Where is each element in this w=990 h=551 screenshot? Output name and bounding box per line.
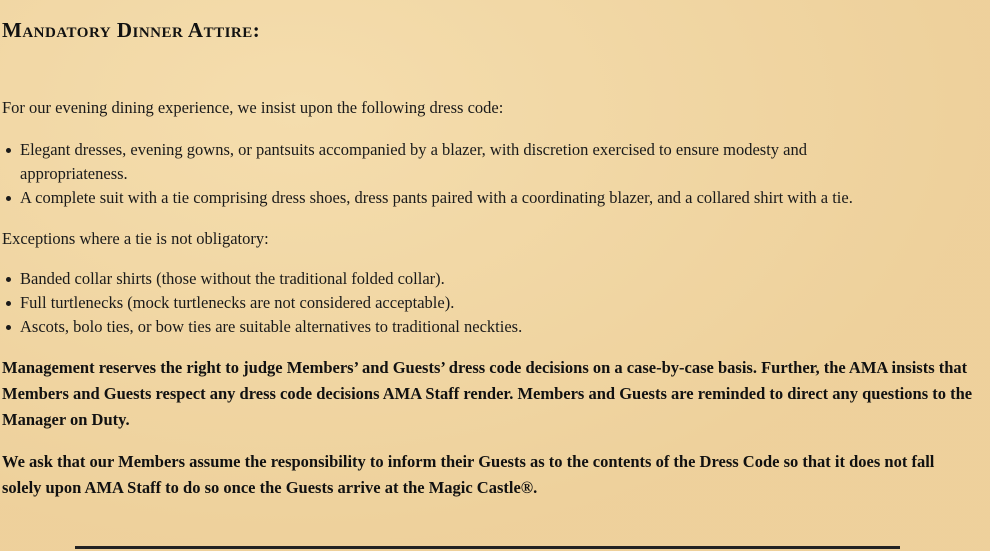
guest-notice: We ask that our Members assume the responsibility to inform their Guests as to the contents of the Dress Code so that it does not fall solely upon AMA Staff to do so once the Guests arrive at the Magic Castle®. [2, 452, 935, 497]
divider [75, 546, 900, 549]
exceptions-list [0, 267, 900, 339]
list-item: A complete suit with a tie comprising dress shoes, dress pants paired with a coordinating blazer, and a collared shirt with a tie. [20, 186, 900, 210]
exceptions-label: Exceptions where a tie is not obligatory: [2, 229, 269, 248]
attire-list [0, 138, 900, 210]
list-item: Ascots, bolo ties, or bow ties are suitable alternatives to traditional neckties. [20, 315, 900, 339]
page-title: Mandatory Dinner Attire: [2, 18, 261, 42]
intro-text: For our evening dining experience, we insist upon the following dress code: [2, 98, 504, 117]
list-item: Banded collar shirts (those without the traditional folded collar). [20, 267, 900, 291]
list-item: Elegant dresses, evening gowns, or pantsuits accompanied by a blazer, with discretion exercised to ensure modesty and appropriateness. [20, 138, 900, 186]
management-notice: Management reserves the right to judge Members’ and Guests’ dress code decisions on a case-by-case basis. Further, the AMA insists that Members and Guests respect any dress code decisions AMA Staff render. Members and Guests are reminded to direct any questions to the Manager on Duty. [2, 358, 973, 429]
list-item: Full turtlenecks (mock turtlenecks are not considered acceptable). [20, 291, 900, 315]
